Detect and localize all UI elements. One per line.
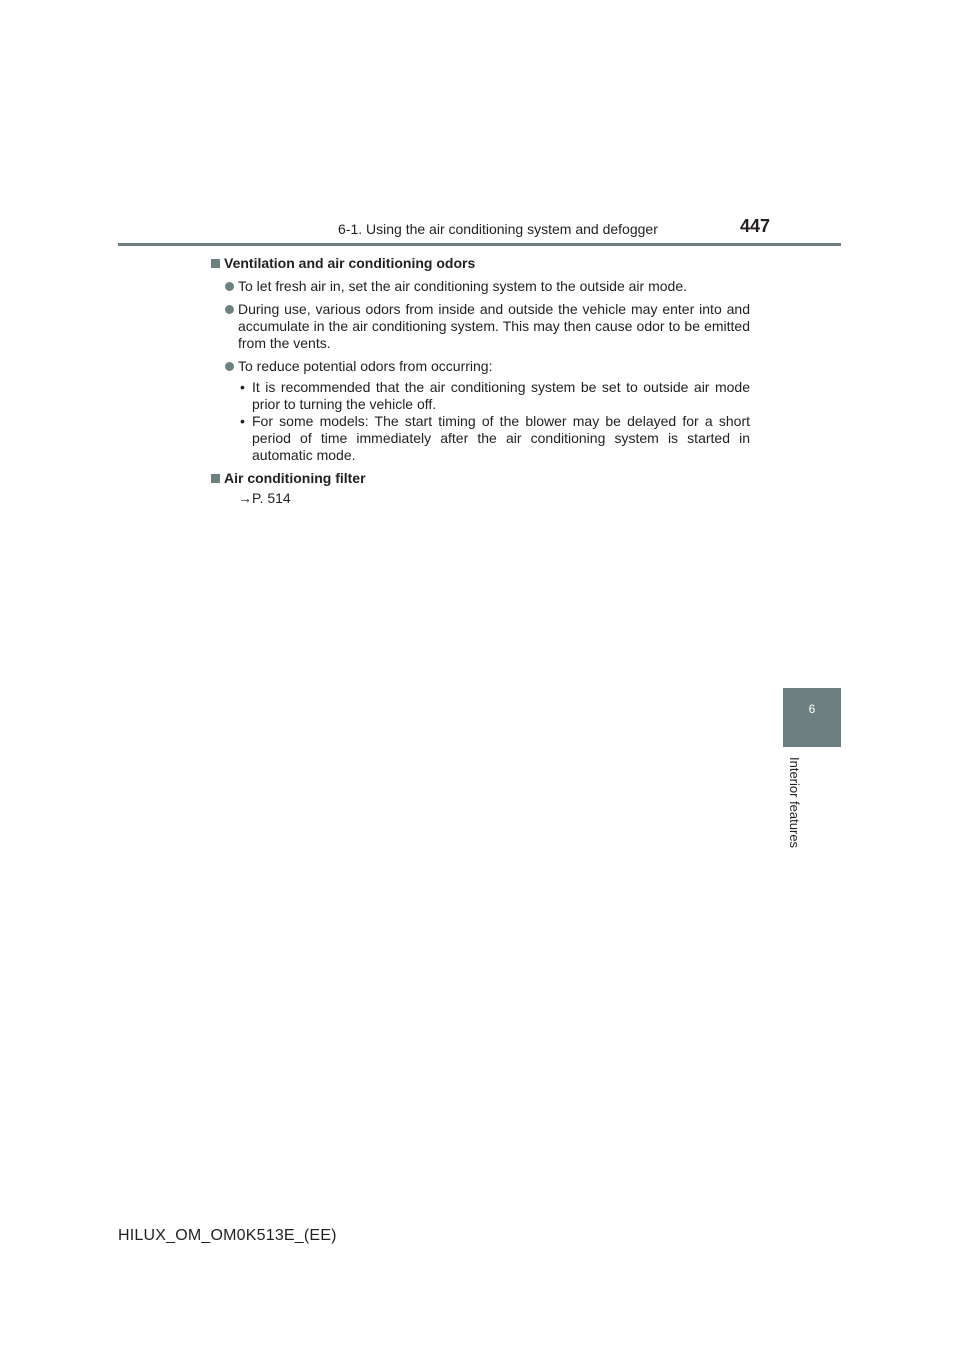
sub-list xyxy=(210,379,750,464)
chapter-label: Interior features xyxy=(787,757,802,849)
list-item-text: During use, various odors from inside and outside the vehicle may enter into and accumulate in the air conditioning system. This may then cause odor to be emitted from the vents. xyxy=(238,301,750,351)
list-item xyxy=(210,301,750,352)
footer-doc-code: HILUX_OM_OM0K513E_(EE) xyxy=(118,1227,337,1244)
page-reference-link[interactable]: →P. 514 xyxy=(238,490,291,506)
sub-list-item-text: For some models: The start timing of the blower may be delayed for a short period of time immediately after the air conditioning system is started in automatic mode. xyxy=(252,413,750,463)
section-heading-filter xyxy=(210,470,750,487)
square-bullet-icon xyxy=(211,474,220,483)
dot-marker: • xyxy=(240,413,245,429)
page-content xyxy=(210,255,750,507)
list-item xyxy=(210,358,750,375)
chapter-number: 6 xyxy=(808,702,816,716)
section-heading-text: Ventilation and air conditioning odors xyxy=(224,255,476,271)
square-bullet-icon xyxy=(211,259,220,268)
sub-list-item-text: It is recommended that the air conditioning system be set to outside air mode prior to turning the vehicle off. xyxy=(252,379,750,412)
circle-bullet-icon xyxy=(225,362,234,371)
list-item-text: To let fresh air in, set the air conditioning system to the outside air mode. xyxy=(238,278,688,294)
section-heading-odors xyxy=(210,255,750,272)
list-item-text: To reduce potential odors from occurring: xyxy=(238,358,493,374)
sub-list-item xyxy=(210,413,750,464)
list-item xyxy=(210,278,750,295)
chapter-tab[interactable] xyxy=(783,688,841,747)
page-number: 447 xyxy=(740,216,771,236)
circle-bullet-icon xyxy=(225,305,234,314)
dot-marker: • xyxy=(240,379,245,395)
circle-bullet-icon xyxy=(225,282,234,291)
sub-list-item xyxy=(210,379,750,413)
section-heading-text: Air conditioning filter xyxy=(224,470,366,486)
running-header-title: 6-1. Using the air conditioning system and defogger xyxy=(338,221,658,237)
header-divider xyxy=(118,243,841,246)
